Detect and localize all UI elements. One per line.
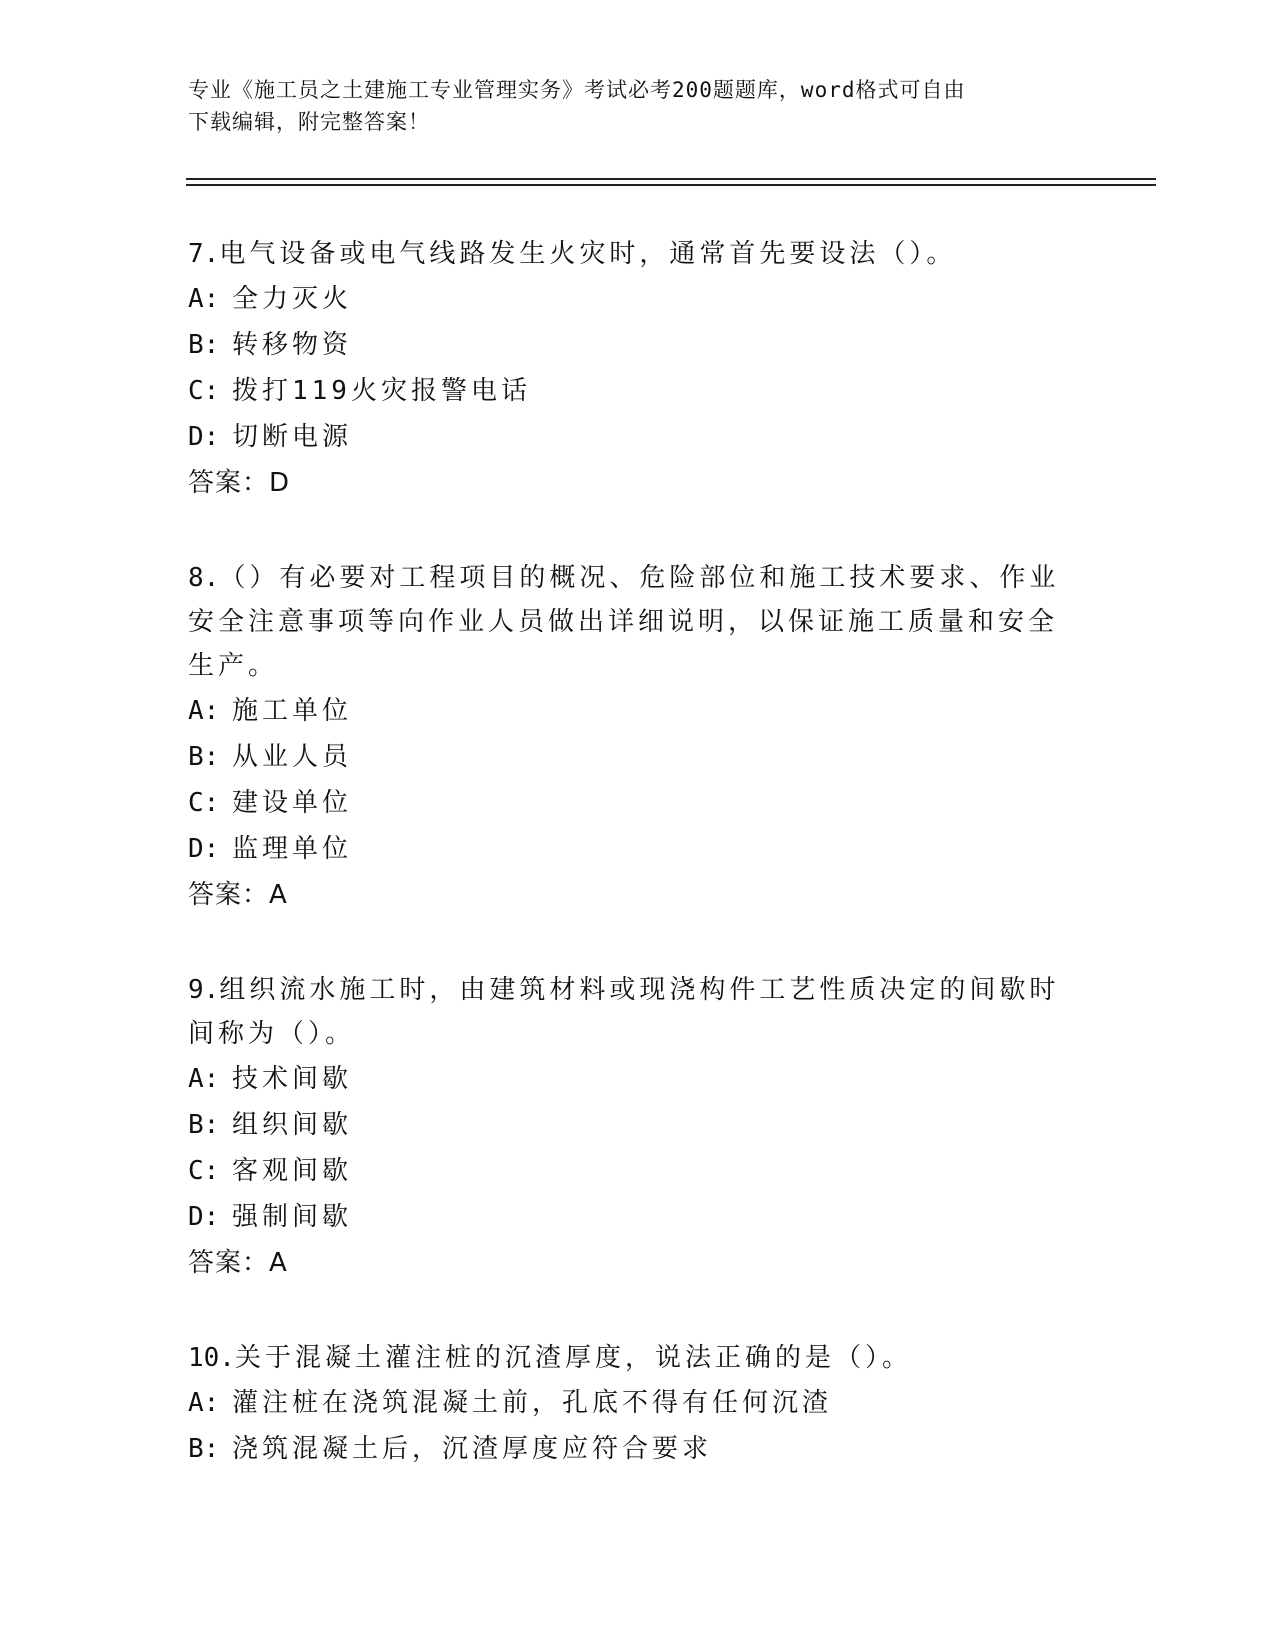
option-text: 客观间歇: [232, 1156, 353, 1186]
option-b: [188, 1426, 1068, 1472]
question-text: [188, 232, 1068, 276]
question-number: 9.: [188, 975, 220, 1005]
header-divider-top: [186, 178, 1156, 180]
option-key: B:: [188, 1434, 220, 1464]
option-key: A:: [188, 1064, 220, 1094]
option-c: [188, 1148, 1068, 1194]
option-text: 浇筑混凝土后，沉渣厚度应符合要求: [232, 1434, 713, 1464]
option-key: B:: [188, 742, 220, 772]
option-key: B:: [188, 1110, 220, 1140]
question-8: [188, 556, 1068, 918]
question-list: [188, 232, 1068, 1522]
option-text: 建设单位: [232, 788, 353, 818]
question-body: （）有必要对工程项目的概况、危险部位和施工技术要求、作业安全注意事项等向作业人员做出详细说明，以保证施工质量和安全生产。: [188, 563, 1060, 681]
option-text: 转移物资: [232, 330, 353, 360]
answer-label: 答案：: [188, 468, 270, 498]
answer-value: A: [269, 880, 288, 910]
question-body: 关于混凝土灌注桩的沉渣厚度，说法正确的是（）。: [234, 1343, 912, 1373]
header-line-2: 下载编辑，附完整答案！: [188, 110, 430, 134]
answer-value: A: [269, 1248, 288, 1278]
option-b: [188, 322, 1068, 368]
answer-line: [188, 460, 1068, 506]
option-text: 监理单位: [232, 834, 353, 864]
question-7: [188, 232, 1068, 506]
option-c: [188, 780, 1068, 826]
option-text: 切断电源: [232, 422, 353, 452]
option-key: D:: [188, 422, 220, 452]
question-text: [188, 1336, 1068, 1380]
header-divider-bottom: [186, 184, 1156, 186]
answer-line: [188, 872, 1068, 918]
question-10: [188, 1336, 1068, 1472]
option-text: 组织间歇: [232, 1110, 353, 1140]
option-a: [188, 1380, 1068, 1426]
option-text: 拨打119火灾报警电话: [232, 376, 531, 406]
option-b: [188, 734, 1068, 780]
answer-line: [188, 1240, 1068, 1286]
option-d: [188, 1194, 1068, 1240]
option-text: 全力灭火: [232, 284, 353, 314]
option-key: A:: [188, 696, 220, 726]
option-text: 施工单位: [232, 696, 353, 726]
option-a: [188, 688, 1068, 734]
header-line-1: 专业《施工员之土建施工专业管理实务》考试必考200题题库，word格式可自由: [188, 78, 966, 102]
document-header: [188, 74, 1088, 138]
option-d: [188, 414, 1068, 460]
option-d: [188, 826, 1068, 872]
answer-label: 答案：: [188, 1248, 270, 1278]
option-key: C:: [188, 1156, 220, 1186]
question-number: 10.: [188, 1343, 235, 1373]
option-b: [188, 1102, 1068, 1148]
option-key: A:: [188, 284, 220, 314]
option-a: [188, 276, 1068, 322]
question-number: 7.: [188, 239, 220, 269]
option-c: [188, 368, 1068, 414]
question-text: [188, 968, 1068, 1056]
option-a: [188, 1056, 1068, 1102]
option-text: 灌注桩在浇筑混凝土前，孔底不得有任何沉渣: [232, 1388, 833, 1418]
question-text: [188, 556, 1068, 688]
answer-label: 答案：: [188, 880, 270, 910]
option-key: C:: [188, 376, 220, 406]
option-text: 强制间歇: [232, 1202, 353, 1232]
option-key: C:: [188, 788, 220, 818]
question-body: 组织流水施工时，由建筑材料或现浇构件工艺性质决定的间歇时间称为（）。: [188, 975, 1060, 1049]
option-key: D:: [188, 834, 220, 864]
answer-value: D: [269, 468, 291, 498]
question-number: 8.: [188, 563, 220, 593]
option-text: 技术间歇: [232, 1064, 353, 1094]
question-body: 电气设备或电气线路发生火灾时，通常首先要设法（）。: [219, 239, 957, 269]
question-9: [188, 968, 1068, 1286]
option-key: B:: [188, 330, 220, 360]
option-key: D:: [188, 1202, 220, 1232]
option-text: 从业人员: [232, 742, 353, 772]
option-key: A:: [188, 1388, 220, 1418]
